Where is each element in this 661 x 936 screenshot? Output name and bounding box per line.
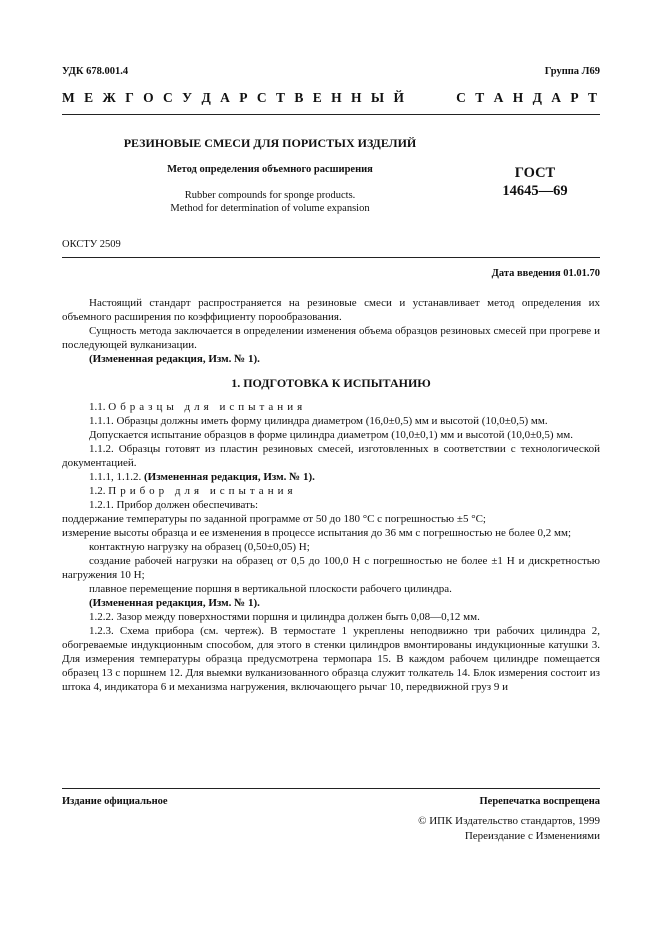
amendment-note-1-1-text: (Измененная редакция, Изм. № 1). — [144, 471, 315, 483]
udk-code: УДК 678.001.4 — [62, 66, 129, 77]
clause-1-2-1-c: контактную нагрузку на образец (0,50±0,05) Н; — [89, 541, 310, 553]
clause-1-2-3: 1.2.3. Схема прибора (см. чертеж). В термостате 1 укреплены неподвижно три рабочих цилиндра 2, обогреваемые индукционным способом, для этого в стенки цилиндров вмонтированы индукционные катушки 3. Для измерения температуры образца предусмотрена термопара 15. В каждом рабочем цилиндре помещается образец 13 с поршнем 12. Для выемки вулканизованного образца служит толкатель 14. Блок измерения состоит из штока 4, индикатора 6 и механизма нагружения, включающего рычаг 10, передвижной груз 9 и — [62, 625, 600, 693]
amendment-note-1-2: (Измененная редакция, Изм. № 1). — [89, 597, 260, 609]
gost-number — [490, 164, 580, 200]
subsection-1-2-title: Прибор для испытания — [108, 485, 297, 497]
introduction-date: Дата введения 01.01.70 — [491, 268, 600, 279]
subsection-1-1-number: 1.1. — [89, 401, 106, 413]
amendment-note-1-1-prefix: 1.1.1, 1.1.2. — [89, 471, 142, 483]
gost-label: ГОСТ — [514, 165, 556, 181]
paragraph-scope: Настоящий стандарт распространяется на резиновые смеси и устанавливает метод определения их объемного расширения по коэффициенту порообразования. — [62, 297, 600, 323]
copyright-line: © ИПК Издательство стандартов, 1999 — [418, 815, 600, 827]
clause-1-2-1-e: плавное перемещение поршня в вертикальной плоскости рабочего цилиндра. — [89, 583, 452, 595]
banner-word-interstate: М Е Ж Г О С У Д А Р С Т В Е Н Н Ы Й — [62, 90, 408, 105]
subsection-1-2 — [62, 484, 600, 498]
amendment-note-1-1 — [62, 470, 600, 484]
clause-1-2-1-a: поддержание температуры по заданной программе от 50 до 180 °С с погрешностью ±5 °С; — [62, 513, 486, 525]
document-body — [62, 296, 600, 694]
subsection-1-1-title: Образцы для испытания — [108, 401, 307, 413]
english-title-line-2: Method for determination of volume expansion — [170, 203, 370, 214]
subsection-1-1 — [62, 400, 600, 414]
reprint-prohibited: Перепечатка воспрещена — [479, 796, 600, 807]
subsection-1-2-number: 1.2. — [89, 485, 106, 497]
group-code: Группа Л69 — [544, 66, 600, 77]
document-title: РЕЗИНОВЫЕ СМЕСИ ДЛЯ ПОРИСТЫХ ИЗДЕЛИЙ — [123, 136, 417, 150]
amendment-note: (Измененная редакция, Изм. № 1). — [89, 353, 260, 365]
reissue-line: Переиздание с Изменениями — [464, 830, 600, 842]
publisher-info — [418, 814, 600, 844]
paragraph-essence: Сущность метода заключается в определении изменения объема образцов резиновых смесей при прогреве и последующей вулканизации. — [62, 325, 600, 351]
clause-1-2-1: 1.2.1. Прибор должен обеспечивать: — [89, 499, 259, 511]
english-title — [150, 189, 390, 215]
method-title: Метод определения объемного расширения — [167, 164, 373, 175]
clause-1-1-1: 1.1.1. Образцы должны иметь форму цилиндра диаметром (16,0±0,5) мм и высотой (10,0±0,5) мм. — [89, 415, 548, 427]
official-edition: Издание официальное — [62, 796, 168, 807]
section-heading-1: 1. ПОДГОТОВКА К ИСПЫТАНИЮ — [231, 376, 431, 390]
clause-1-1-2: 1.1.2. Образцы готовят из пластин резиновых смесей, изготовленных в соответствии с технологической документацией. — [62, 443, 600, 469]
okstu-code: ОКСТУ 2509 — [62, 239, 121, 250]
english-title-line-1: Rubber compounds for sponge products. — [184, 190, 356, 201]
clause-1-2-1-b: измерение высоты образца и ее изменения в процессе испытания до 36 мм с погрешностью не более 0,2 мм; — [62, 527, 572, 539]
gost-code: 14645—69 — [502, 183, 568, 199]
header-rule — [62, 114, 600, 115]
okstu-rule — [62, 257, 600, 258]
banner-word-standard: С Т А Н Д А Р Т — [456, 90, 600, 105]
clause-1-1-1-b: Допускается испытание образцов в форме цилиндра диаметром (10,0±0,1) мм и высотой (10,0±0,5) мм. — [89, 429, 574, 441]
standard-banner — [62, 90, 600, 106]
clause-1-2-1-d: создание рабочей нагрузки на образец от 0,5 до 100,0 Н с погрешностью не более ±1 Н и дискретностью нагружения 10 Н; — [62, 555, 600, 581]
clause-1-2-2: 1.2.2. Зазор между поверхностями поршня и цилиндра должен быть 0,08—0,12 мм. — [89, 611, 480, 623]
footer-rule — [62, 788, 600, 789]
